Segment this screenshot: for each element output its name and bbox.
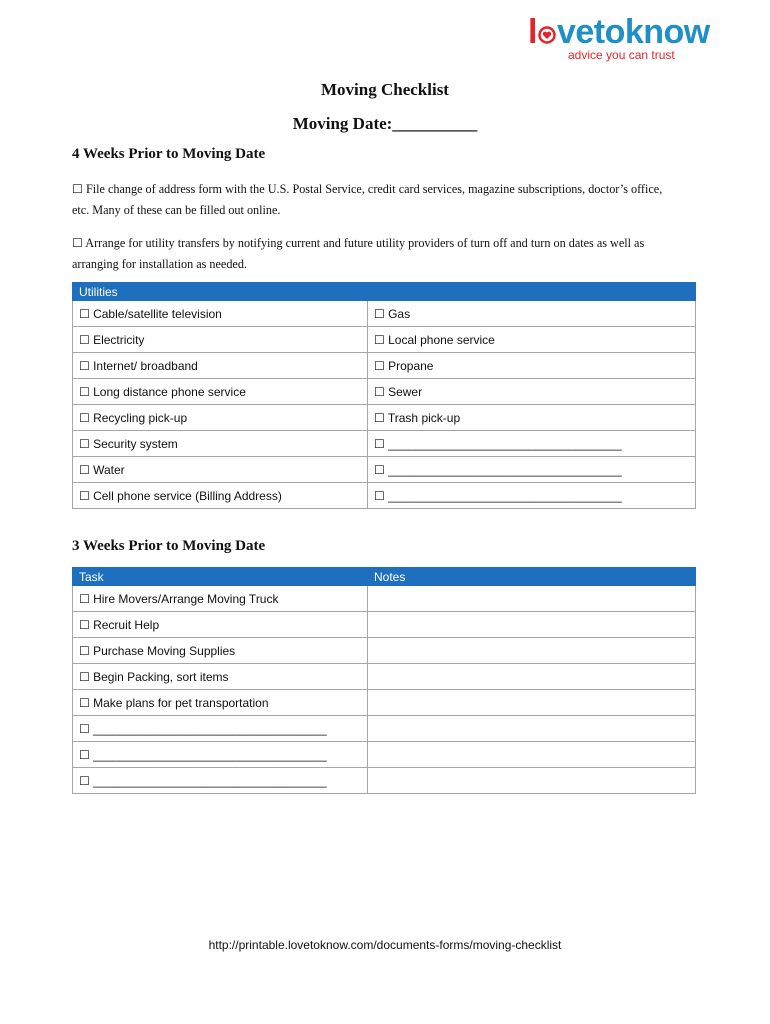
table-row xyxy=(73,353,696,379)
lovetoknow-logo xyxy=(528,14,738,62)
notes-cell[interactable] xyxy=(368,612,696,638)
para-line: etc. Many of these can be filled out online. xyxy=(72,203,281,217)
table-row xyxy=(73,742,696,768)
checkbox-item[interactable]: ☐ Sewer xyxy=(368,379,696,405)
para-line: arranging for installation as needed. xyxy=(72,257,247,271)
checkbox-item[interactable]: ☐ Internet/ broadband xyxy=(73,353,368,379)
utilities-table xyxy=(72,282,696,509)
task-checkbox-item[interactable]: ☐ ___________________________________ xyxy=(73,768,368,794)
checkbox-item[interactable]: ☐ Propane xyxy=(368,353,696,379)
checkbox-item[interactable]: ☐ Recycling pick-up xyxy=(73,405,368,431)
checklist-item-utility-transfers xyxy=(72,233,702,275)
table-row xyxy=(73,379,696,405)
table-row xyxy=(73,664,696,690)
page-title: Moving Checklist xyxy=(321,80,449,99)
table-row xyxy=(73,301,696,327)
table-row xyxy=(73,638,696,664)
task-checkbox-item[interactable]: ☐ Recruit Help xyxy=(73,612,368,638)
table-header-row xyxy=(73,283,696,301)
para-line: ☐ Arrange for utility transfers by notifying current and future utility providers of turn off and turn on dates as well as xyxy=(72,236,645,250)
task-checkbox-item[interactable]: ☐ ___________________________________ xyxy=(73,742,368,768)
checkbox-item[interactable]: ☐ ___________________________________ xyxy=(368,483,696,509)
table-row xyxy=(73,768,696,794)
checkbox-item[interactable]: ☐ Security system xyxy=(73,431,368,457)
table-header-cell xyxy=(368,283,696,301)
table-header-cell: Notes xyxy=(368,568,696,586)
table-row xyxy=(73,612,696,638)
checkbox-item[interactable]: ☐ ___________________________________ xyxy=(368,457,696,483)
logo-letter-l: l xyxy=(528,13,537,51)
checkbox-item[interactable]: ☐ Long distance phone service xyxy=(73,379,368,405)
checkbox-item[interactable]: ☐ Water xyxy=(73,457,368,483)
notes-cell[interactable] xyxy=(368,742,696,768)
table-header-row xyxy=(73,568,696,586)
section-heading-3-weeks: 3 Weeks Prior to Moving Date xyxy=(72,538,266,554)
table-row xyxy=(73,586,696,612)
table-row xyxy=(73,405,696,431)
table-row xyxy=(73,690,696,716)
checkbox-item[interactable]: ☐ Gas xyxy=(368,301,696,327)
task-checkbox-item[interactable]: ☐ Hire Movers/Arrange Moving Truck xyxy=(73,586,368,612)
logo-tagline: advice you can trust xyxy=(568,48,675,62)
para-line: ☐ File change of address form with the U.S. Postal Service, credit card services, magazine subscriptions, doctor’s office, xyxy=(72,182,663,196)
table-row xyxy=(73,457,696,483)
table-header-cell: Utilities xyxy=(73,283,368,301)
logo-word-rest: vetoknow xyxy=(556,13,710,51)
notes-cell[interactable] xyxy=(368,638,696,664)
task-checkbox-item[interactable]: ☐ Make plans for pet transportation xyxy=(73,690,368,716)
checkbox-item[interactable]: ☐ ___________________________________ xyxy=(368,431,696,457)
tasks-table xyxy=(72,567,696,794)
table-row xyxy=(73,327,696,353)
checkbox-item[interactable]: ☐ Local phone service xyxy=(368,327,696,353)
notes-cell[interactable] xyxy=(368,690,696,716)
checkbox-item[interactable]: ☐ Trash pick-up xyxy=(368,405,696,431)
notes-cell[interactable] xyxy=(368,768,696,794)
task-checkbox-item[interactable]: ☐ Begin Packing, sort items xyxy=(73,664,368,690)
checklist-item-address-change xyxy=(72,179,702,221)
table-row xyxy=(73,431,696,457)
heart-icon xyxy=(538,15,556,33)
checkbox-item[interactable]: ☐ Cell phone service (Billing Address) xyxy=(73,483,368,509)
table-row xyxy=(73,483,696,509)
task-checkbox-item[interactable]: ☐ Purchase Moving Supplies xyxy=(73,638,368,664)
table-header-cell: Task xyxy=(73,568,368,586)
notes-cell[interactable] xyxy=(368,586,696,612)
task-checkbox-item[interactable]: ☐ ___________________________________ xyxy=(73,716,368,742)
section-heading-4-weeks: 4 Weeks Prior to Moving Date xyxy=(72,146,266,162)
moving-date-field: Moving Date:__________ xyxy=(292,114,478,133)
table-row xyxy=(73,716,696,742)
notes-cell[interactable] xyxy=(368,716,696,742)
checkbox-item[interactable]: ☐ Cable/satellite television xyxy=(73,301,368,327)
checkbox-item[interactable]: ☐ Electricity xyxy=(73,327,368,353)
footer-url: http://printable.lovetoknow.com/documents-forms/moving-checklist xyxy=(208,938,562,952)
notes-cell[interactable] xyxy=(368,664,696,690)
